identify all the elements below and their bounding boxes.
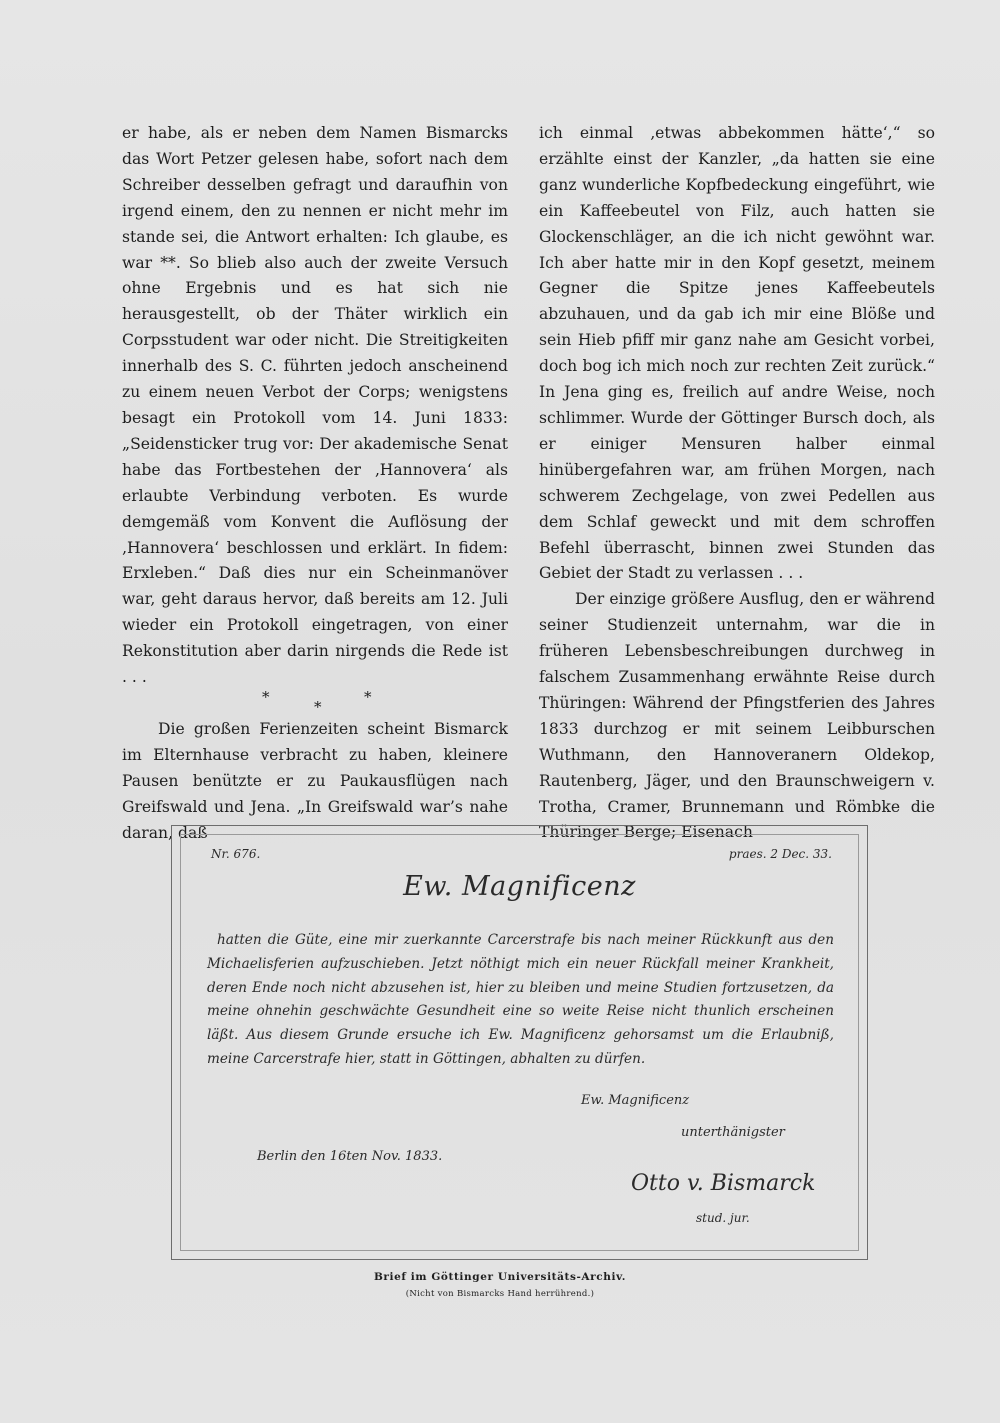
figure-caption-note: (Nicht von Bismarcks Hand herrührend.) [405,1289,595,1299]
letter-signature: Otto v. Bismarck [631,1171,816,1196]
star-3: * [364,687,372,706]
letter-body-text: hatten die Güte, eine mir zuerkannte Carcerstrafe bis nach meiner Rückkunft aus den Michaelisferien aufzuschieben. Jetzt nöthigt mich ein neuer Rückfall meiner Krankheit, deren Ende noch nicht abzusehen ist, hier zu bleiben und meine Studien fortzusetzen, da meine ohnehin geschwächte Gesundheit eine so weite Reise nicht thunlich erscheinen läßt. Aus diesem Grunde ersuche ich Ew. Magnificenz gehorsamst um die Erlaubniß, meine Carcerstrafe hier, statt in Göttingen, abhalten zu dürfen. [207,932,834,1067]
left-text-column [122,121,508,846]
letter-closing: Ew. Magnificenz [581,1093,690,1108]
star-1: * [262,687,270,706]
letter-praes-note: praes. 2 Dec. 33. [728,847,832,861]
figure-caption: Brief im Göttinger Universitäts-Archiv. [373,1271,627,1283]
section-divider-stars [122,687,508,717]
letter-inner-border [180,834,859,1251]
letter-body [207,929,834,1072]
letter-signer-title: stud. jur. [696,1211,750,1225]
letter-place-date: Berlin den 16ten Nov. 1833. [257,1149,443,1164]
letter-subscription: unterthänigster [681,1125,785,1140]
star-2: * [314,697,322,716]
letter-number: Nr. 676. [211,847,261,861]
letter-salutation: Ew. Magnificenz [403,871,636,902]
left-paragraph-2: Die großen Ferienzeiten scheint Bismarck im Elternhause verbracht zu haben, kleinere Pausen benützte er zu Paukausflügen nach Greifswald und Jena. „In Greifswald war’s nahe daran, daß [122,719,508,842]
right-text-column [539,121,935,846]
right-paragraph-1: ich einmal ‚etwas abbekommen hätte‘,“ so erzählte einst der Kanzler, „da hatten sie eine ganz wunderliche Kopfbedeckung eingeführt, wie ein Kaffeebeutel von Filz, auch hatten sie Glockenschläger, an die ich nicht gewöhnt war. Ich aber hatte mir in den Kopf gesetzt, meinem Gegner die Spitze jenes Kaffeebeutels abzuhauen, und da gab ich mir eine Blöße und sein Hieb pfiff mir ganz nahe am Gesicht vorbei, doch bog ich mich noch zur rechten Zeit zurück.“ In Jena ging es, freilich auf andre Weise, noch schlimmer. Wurde der Göttinger Bursch doch, als er einiger Mensuren halber einmal hinübergefahren war, am frühen Morgen, nach schwerem Zechgelage, von zwei Pedellen aus dem Schlaf geweckt und mit dem schroffen Befehl überrascht, binnen zwei Stunden das Gebiet der Stadt zu verlassen . . . [539,124,935,583]
left-paragraph-1: er habe, als er neben dem Namen Bismarcks das Wort Petzer gelesen habe, sofort nach dem Schreiber desselben gefragt und daraufhin von irgend einem, den zu nennen er nicht mehr im stande sei, die Antwort erhalten: Ich glaube, es war **. So blieb also auch der zweite Versuch ohne Ergebnis und es hat sich nie herausgestellt, ob der Thäter wirklich ein Corpsstudent war oder nicht. Die Streitigkeiten innerhalb des S. C. führten jedoch anscheinend zu einem neuen Verbot der Corps; wenigstens besagt ein Protokoll vom 14. Juni 1833: „Seidensticker trug vor: Der akademische Senat habe das Fortbestehen der ‚Hannovera‘ als erlaubte Verbindung verboten. Es wurde demgemäß vom Konvent die Auflösung der ‚Hannovera‘ beschlossen und erklärt. In fidem: Erxleben.“ Daß dies nur ein Scheinmanöver war, geht daraus hervor, daß bereits am 12. Juli wieder ein Protokoll eingetragen, von einer Rekonstitution aber darin nirgends die Rede ist . . . [122,124,508,687]
right-paragraph-2: Der einzige größere Ausflug, den er während seiner Studienzeit unternahm, war die in früheren Lebensbeschreibungen durchweg in falschem Zusammenhang erwähnte Reise durch Thüringen: Während der Pfingstferien des Jahres 1833 durchzog er mit seinem Leibburschen Wuthmann, den Hannoveranern Oldekop, Rautenberg, Jäger, und den Braunschweigern v. Trotha, Cramer, Brunnemann und Römbke die Thüringer Berge; Eisenach [539,590,935,842]
letter-facsimile [171,825,868,1260]
